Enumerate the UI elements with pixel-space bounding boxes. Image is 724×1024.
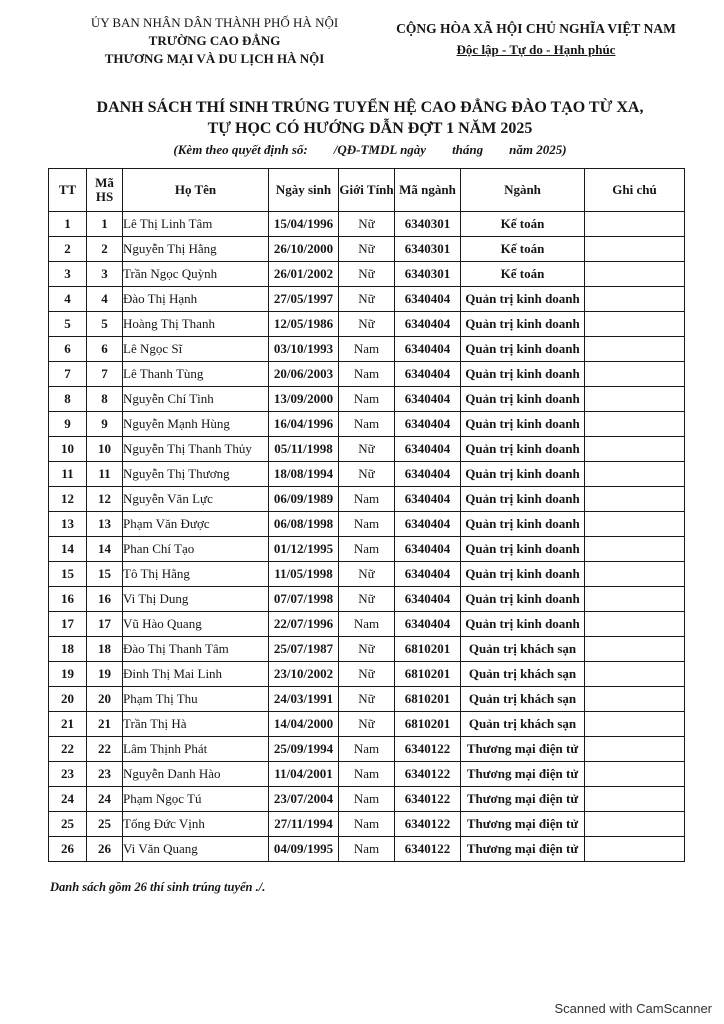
cell-ho-ten: Vũ Hào Quang bbox=[123, 612, 269, 637]
cell-ma-hs: 20 bbox=[87, 687, 123, 712]
table-row bbox=[49, 712, 685, 737]
cell-ma-nganh: 6340301 bbox=[395, 262, 461, 287]
cell-gioi-tinh: Nam bbox=[339, 612, 395, 637]
cell-ma-hs: 13 bbox=[87, 512, 123, 537]
table-row bbox=[49, 387, 685, 412]
cell-gioi-tinh: Nữ bbox=[339, 262, 395, 287]
issuer-line-1: ỦY BAN NHÂN DÂN THÀNH PHỐ HÀ NỘI bbox=[90, 15, 339, 30]
cell-tt: 7 bbox=[49, 362, 87, 387]
cell-tt: 15 bbox=[49, 562, 87, 587]
cell-ma-nganh: 6340404 bbox=[395, 287, 461, 312]
table-row bbox=[49, 337, 685, 362]
table-body bbox=[49, 212, 685, 862]
table-row bbox=[49, 362, 685, 387]
cell-ngay-sinh: 26/01/2002 bbox=[269, 262, 339, 287]
cell-nganh: Thương mại điện tử bbox=[461, 762, 585, 787]
table-row bbox=[49, 312, 685, 337]
table-row bbox=[49, 212, 685, 237]
cell-nganh: Quản trị kinh doanh bbox=[461, 412, 585, 437]
cell-gioi-tinh: Nữ bbox=[339, 562, 395, 587]
cell-ngay-sinh: 06/08/1998 bbox=[269, 512, 339, 537]
header-nganh: Ngành bbox=[461, 169, 585, 212]
table-row bbox=[49, 412, 685, 437]
header-tt: TT bbox=[49, 169, 87, 212]
cell-nganh: Quản trị kinh doanh bbox=[461, 487, 585, 512]
cell-nganh: Quản trị kinh doanh bbox=[461, 512, 585, 537]
cell-tt: 4 bbox=[49, 287, 87, 312]
table-row bbox=[49, 612, 685, 637]
cell-ma-nganh: 6340301 bbox=[395, 212, 461, 237]
cell-ma-hs: 14 bbox=[87, 537, 123, 562]
cell-tt: 8 bbox=[49, 387, 87, 412]
cell-nganh: Quản trị kinh doanh bbox=[461, 562, 585, 587]
table-row bbox=[49, 537, 685, 562]
cell-tt: 9 bbox=[49, 412, 87, 437]
cell-ma-nganh: 6340122 bbox=[395, 787, 461, 812]
cell-ghi-chu bbox=[585, 412, 685, 437]
cell-ma-hs: 2 bbox=[87, 237, 123, 262]
cell-nganh: Quản trị kinh doanh bbox=[461, 462, 585, 487]
cell-ma-hs: 23 bbox=[87, 762, 123, 787]
header-ngay-sinh: Ngày sinh bbox=[269, 169, 339, 212]
cell-ma-nganh: 6340404 bbox=[395, 337, 461, 362]
national-title: CỘNG HÒA XÃ HỘI CHỦ NGHĨA VIỆT NAM bbox=[396, 21, 676, 36]
cell-gioi-tinh: Nam bbox=[339, 387, 395, 412]
document-title bbox=[40, 97, 700, 139]
cell-ma-hs: 5 bbox=[87, 312, 123, 337]
cell-ghi-chu bbox=[585, 312, 685, 337]
cell-ngay-sinh: 26/10/2000 bbox=[269, 237, 339, 262]
cell-nganh: Quản trị kinh doanh bbox=[461, 612, 585, 637]
cell-ghi-chu bbox=[585, 387, 685, 412]
cell-nganh: Thương mại điện tử bbox=[461, 787, 585, 812]
cell-nganh: Thương mại điện tử bbox=[461, 812, 585, 837]
cell-ho-ten: Tô Thị Hằng bbox=[123, 562, 269, 587]
cell-nganh: Quản trị kinh doanh bbox=[461, 362, 585, 387]
cell-ma-nganh: 6340404 bbox=[395, 362, 461, 387]
cell-ma-hs: 24 bbox=[87, 787, 123, 812]
cell-ho-ten: Nguyễn Thị Thanh Thủy bbox=[123, 437, 269, 462]
cell-gioi-tinh: Nam bbox=[339, 512, 395, 537]
cell-nganh: Thương mại điện tử bbox=[461, 837, 585, 862]
cell-ghi-chu bbox=[585, 687, 685, 712]
table-row bbox=[49, 262, 685, 287]
cell-gioi-tinh: Nữ bbox=[339, 712, 395, 737]
issuer-line-3: THƯƠNG MẠI VÀ DU LỊCH HÀ NỘI bbox=[104, 51, 325, 66]
table-row bbox=[49, 287, 685, 312]
cell-ho-ten: Trần Thị Hà bbox=[123, 712, 269, 737]
national-header bbox=[388, 18, 684, 60]
cell-tt: 13 bbox=[49, 512, 87, 537]
cell-ghi-chu bbox=[585, 737, 685, 762]
cell-ngay-sinh: 14/04/2000 bbox=[269, 712, 339, 737]
cell-ma-nganh: 6340122 bbox=[395, 812, 461, 837]
cell-ngay-sinh: 15/04/1996 bbox=[269, 212, 339, 237]
cell-nganh: Quản trị kinh doanh bbox=[461, 312, 585, 337]
cell-ghi-chu bbox=[585, 537, 685, 562]
cell-ngay-sinh: 07/07/1998 bbox=[269, 587, 339, 612]
cell-tt: 17 bbox=[49, 612, 87, 637]
cell-ho-ten: Vi Văn Quang bbox=[123, 837, 269, 862]
cell-tt: 18 bbox=[49, 637, 87, 662]
cell-ngay-sinh: 27/11/1994 bbox=[269, 812, 339, 837]
table-row bbox=[49, 487, 685, 512]
cell-ghi-chu bbox=[585, 837, 685, 862]
table-row bbox=[49, 562, 685, 587]
footer-note: Danh sách gồm 26 thí sinh trúng tuyển ./. bbox=[50, 880, 266, 894]
cell-ghi-chu bbox=[585, 462, 685, 487]
cell-tt: 25 bbox=[49, 812, 87, 837]
cell-ngay-sinh: 20/06/2003 bbox=[269, 362, 339, 387]
table-row bbox=[49, 787, 685, 812]
cell-ma-hs: 15 bbox=[87, 562, 123, 587]
cell-ma-nganh: 6340301 bbox=[395, 237, 461, 262]
cell-tt: 10 bbox=[49, 437, 87, 462]
cell-ngay-sinh: 22/07/1996 bbox=[269, 612, 339, 637]
header-ma-hs: Mã HS bbox=[87, 169, 123, 212]
cell-ngay-sinh: 03/10/1993 bbox=[269, 337, 339, 362]
cell-ma-nganh: 6810201 bbox=[395, 637, 461, 662]
cell-ma-hs: 26 bbox=[87, 837, 123, 862]
cell-ma-hs: 6 bbox=[87, 337, 123, 362]
cell-gioi-tinh: Nữ bbox=[339, 212, 395, 237]
cell-ho-ten: Nguyễn Chí Tình bbox=[123, 387, 269, 412]
table-row bbox=[49, 237, 685, 262]
cell-nganh: Quản trị khách sạn bbox=[461, 662, 585, 687]
cell-ho-ten: Lê Thị Linh Tâm bbox=[123, 212, 269, 237]
cell-ngay-sinh: 23/07/2004 bbox=[269, 787, 339, 812]
cell-gioi-tinh: Nữ bbox=[339, 437, 395, 462]
cell-ma-nganh: 6340404 bbox=[395, 562, 461, 587]
cell-ho-ten: Lê Thanh Tùng bbox=[123, 362, 269, 387]
cell-ngay-sinh: 13/09/2000 bbox=[269, 387, 339, 412]
cell-ngay-sinh: 25/07/1987 bbox=[269, 637, 339, 662]
cell-tt: 11 bbox=[49, 462, 87, 487]
header-ma-nganh: Mã ngành bbox=[395, 169, 461, 212]
cell-ma-nganh: 6340404 bbox=[395, 587, 461, 612]
document-subtitle: (Kèm theo quyết định số: /QĐ-TMDL ngày tháng năm 2025) bbox=[173, 142, 567, 157]
cell-ngay-sinh: 06/09/1989 bbox=[269, 487, 339, 512]
cell-ho-ten: Đào Thị Thanh Tâm bbox=[123, 637, 269, 662]
header-ho-ten: Họ Tên bbox=[123, 169, 269, 212]
cell-ngay-sinh: 24/03/1991 bbox=[269, 687, 339, 712]
cell-nganh: Quản trị kinh doanh bbox=[461, 437, 585, 462]
cell-nganh: Kế toán bbox=[461, 262, 585, 287]
cell-nganh: Quản trị kinh doanh bbox=[461, 337, 585, 362]
cell-ho-ten: Nguyễn Văn Lực bbox=[123, 487, 269, 512]
cell-ma-hs: 19 bbox=[87, 662, 123, 687]
cell-ho-ten: Lê Ngọc Sĩ bbox=[123, 337, 269, 362]
cell-ghi-chu bbox=[585, 337, 685, 362]
cell-ngay-sinh: 18/08/1994 bbox=[269, 462, 339, 487]
cell-ma-hs: 9 bbox=[87, 412, 123, 437]
table-row bbox=[49, 587, 685, 612]
cell-gioi-tinh: Nữ bbox=[339, 287, 395, 312]
cell-gioi-tinh: Nam bbox=[339, 362, 395, 387]
cell-nganh: Quản trị kinh doanh bbox=[461, 587, 585, 612]
table-row bbox=[49, 637, 685, 662]
cell-ho-ten: Vi Thị Dung bbox=[123, 587, 269, 612]
cell-ngay-sinh: 12/05/1986 bbox=[269, 312, 339, 337]
cell-ho-ten: Phan Chí Tạo bbox=[123, 537, 269, 562]
issuer-header bbox=[62, 14, 367, 68]
cell-ma-hs: 17 bbox=[87, 612, 123, 637]
cell-ma-hs: 16 bbox=[87, 587, 123, 612]
cell-ma-nganh: 6340404 bbox=[395, 312, 461, 337]
cell-ho-ten: Phạm Văn Được bbox=[123, 512, 269, 537]
cell-ma-nganh: 6810201 bbox=[395, 662, 461, 687]
cell-gioi-tinh: Nữ bbox=[339, 587, 395, 612]
cell-ma-nganh: 6340404 bbox=[395, 487, 461, 512]
cell-ngay-sinh: 25/09/1994 bbox=[269, 737, 339, 762]
cell-ma-hs: 11 bbox=[87, 462, 123, 487]
cell-tt: 14 bbox=[49, 537, 87, 562]
cell-ma-nganh: 6340122 bbox=[395, 737, 461, 762]
cell-ho-ten: Lâm Thịnh Phát bbox=[123, 737, 269, 762]
cell-gioi-tinh: Nam bbox=[339, 537, 395, 562]
cell-ma-nganh: 6340122 bbox=[395, 837, 461, 862]
cell-ho-ten: Trần Ngọc Quỳnh bbox=[123, 262, 269, 287]
cell-ma-hs: 25 bbox=[87, 812, 123, 837]
cell-ma-nganh: 6340404 bbox=[395, 612, 461, 637]
title-line-2: TỰ HỌC CÓ HƯỚNG DẪN ĐỢT 1 NĂM 2025 bbox=[207, 120, 533, 137]
cell-nganh: Thương mại điện tử bbox=[461, 737, 585, 762]
cell-ghi-chu bbox=[585, 762, 685, 787]
cell-ghi-chu bbox=[585, 712, 685, 737]
cell-nganh: Quản trị khách sạn bbox=[461, 637, 585, 662]
table-row bbox=[49, 512, 685, 537]
cell-tt: 1 bbox=[49, 212, 87, 237]
cell-ma-nganh: 6810201 bbox=[395, 687, 461, 712]
cell-ma-hs: 8 bbox=[87, 387, 123, 412]
cell-ho-ten: Đào Thị Hạnh bbox=[123, 287, 269, 312]
cell-ma-hs: 4 bbox=[87, 287, 123, 312]
cell-ho-ten: Phạm Thị Thu bbox=[123, 687, 269, 712]
cell-nganh: Quản trị khách sạn bbox=[461, 712, 585, 737]
cell-ghi-chu bbox=[585, 787, 685, 812]
cell-nganh: Quản trị kinh doanh bbox=[461, 537, 585, 562]
cell-ma-nganh: 6340404 bbox=[395, 437, 461, 462]
cell-gioi-tinh: Nữ bbox=[339, 662, 395, 687]
cell-gioi-tinh: Nữ bbox=[339, 312, 395, 337]
cell-ghi-chu bbox=[585, 487, 685, 512]
cell-tt: 26 bbox=[49, 837, 87, 862]
table-row bbox=[49, 662, 685, 687]
cell-ma-nganh: 6340404 bbox=[395, 462, 461, 487]
cell-ho-ten: Nguyễn Thị Hằng bbox=[123, 237, 269, 262]
cell-ngay-sinh: 01/12/1995 bbox=[269, 537, 339, 562]
cell-ghi-chu bbox=[585, 662, 685, 687]
cell-ma-nganh: 6340404 bbox=[395, 537, 461, 562]
cell-ma-nganh: 6810201 bbox=[395, 712, 461, 737]
cell-ngay-sinh: 11/05/1998 bbox=[269, 562, 339, 587]
cell-ghi-chu bbox=[585, 212, 685, 237]
cell-ma-hs: 7 bbox=[87, 362, 123, 387]
cell-tt: 6 bbox=[49, 337, 87, 362]
cell-gioi-tinh: Nữ bbox=[339, 637, 395, 662]
header-gioi-tinh: Giới Tính bbox=[339, 169, 395, 212]
cell-tt: 16 bbox=[49, 587, 87, 612]
cell-tt: 21 bbox=[49, 712, 87, 737]
cell-ghi-chu bbox=[585, 637, 685, 662]
admission-table bbox=[48, 168, 685, 862]
cell-tt: 23 bbox=[49, 762, 87, 787]
national-motto: Độc lập - Tự do - Hạnh phúc bbox=[456, 42, 616, 57]
cell-ngay-sinh: 05/11/1998 bbox=[269, 437, 339, 462]
cell-gioi-tinh: Nam bbox=[339, 412, 395, 437]
cell-ghi-chu bbox=[585, 262, 685, 287]
cell-gioi-tinh: Nữ bbox=[339, 687, 395, 712]
cell-nganh: Quản trị kinh doanh bbox=[461, 387, 585, 412]
cell-ghi-chu bbox=[585, 587, 685, 612]
issuer-line-2: TRƯỜNG CAO ĐẲNG bbox=[148, 33, 281, 48]
table-header-row bbox=[49, 169, 685, 212]
cell-tt: 12 bbox=[49, 487, 87, 512]
cell-ho-ten: Tống Đức Vịnh bbox=[123, 812, 269, 837]
cell-ma-nganh: 6340404 bbox=[395, 512, 461, 537]
cell-ngay-sinh: 04/09/1995 bbox=[269, 837, 339, 862]
cell-nganh: Kế toán bbox=[461, 212, 585, 237]
cell-nganh: Quản trị khách sạn bbox=[461, 687, 585, 712]
cell-tt: 19 bbox=[49, 662, 87, 687]
cell-ho-ten: Phạm Ngọc Tú bbox=[123, 787, 269, 812]
cell-gioi-tinh: Nữ bbox=[339, 237, 395, 262]
cell-ma-hs: 21 bbox=[87, 712, 123, 737]
cell-ma-hs: 3 bbox=[87, 262, 123, 287]
cell-tt: 24 bbox=[49, 787, 87, 812]
cell-tt: 5 bbox=[49, 312, 87, 337]
cell-tt: 20 bbox=[49, 687, 87, 712]
cell-gioi-tinh: Nam bbox=[339, 787, 395, 812]
cell-ghi-chu bbox=[585, 612, 685, 637]
cell-gioi-tinh: Nam bbox=[339, 837, 395, 862]
cell-gioi-tinh: Nam bbox=[339, 737, 395, 762]
cell-ma-nganh: 6340404 bbox=[395, 387, 461, 412]
cell-ho-ten: Nguyễn Mạnh Hùng bbox=[123, 412, 269, 437]
cell-ma-nganh: 6340122 bbox=[395, 762, 461, 787]
cell-ghi-chu bbox=[585, 512, 685, 537]
cell-ghi-chu bbox=[585, 287, 685, 312]
cell-ngay-sinh: 11/04/2001 bbox=[269, 762, 339, 787]
cell-ho-ten: Đinh Thị Mai Linh bbox=[123, 662, 269, 687]
cell-ma-hs: 12 bbox=[87, 487, 123, 512]
cell-ho-ten: Nguyễn Danh Hào bbox=[123, 762, 269, 787]
cell-ngay-sinh: 23/10/2002 bbox=[269, 662, 339, 687]
cell-nganh: Quản trị kinh doanh bbox=[461, 287, 585, 312]
cell-ma-nganh: 6340404 bbox=[395, 412, 461, 437]
cell-ghi-chu bbox=[585, 237, 685, 262]
cell-gioi-tinh: Nam bbox=[339, 487, 395, 512]
cell-ma-hs: 22 bbox=[87, 737, 123, 762]
cell-gioi-tinh: Nam bbox=[339, 337, 395, 362]
cell-ho-ten: Hoàng Thị Thanh bbox=[123, 312, 269, 337]
cell-nganh: Kế toán bbox=[461, 237, 585, 262]
cell-tt: 2 bbox=[49, 237, 87, 262]
title-line-1: DANH SÁCH THÍ SINH TRÚNG TUYỂN HỆ CAO ĐẲNG ĐÀO TẠO TỪ XA, bbox=[96, 99, 644, 116]
table-row bbox=[49, 812, 685, 837]
cell-ghi-chu bbox=[585, 562, 685, 587]
scanner-watermark: Scanned with CamScanner bbox=[554, 1001, 712, 1016]
table-row bbox=[49, 687, 685, 712]
cell-tt: 3 bbox=[49, 262, 87, 287]
cell-gioi-tinh: Nam bbox=[339, 762, 395, 787]
cell-ma-hs: 1 bbox=[87, 212, 123, 237]
cell-ma-hs: 10 bbox=[87, 437, 123, 462]
cell-ghi-chu bbox=[585, 812, 685, 837]
cell-ma-hs: 18 bbox=[87, 637, 123, 662]
cell-ngay-sinh: 27/05/1997 bbox=[269, 287, 339, 312]
cell-ngay-sinh: 16/04/1996 bbox=[269, 412, 339, 437]
table-row bbox=[49, 837, 685, 862]
header-ghi-chu: Ghi chú bbox=[585, 169, 685, 212]
table-row bbox=[49, 737, 685, 762]
table-row bbox=[49, 762, 685, 787]
cell-ghi-chu bbox=[585, 437, 685, 462]
table-row bbox=[49, 462, 685, 487]
cell-gioi-tinh: Nữ bbox=[339, 462, 395, 487]
cell-gioi-tinh: Nam bbox=[339, 812, 395, 837]
cell-tt: 22 bbox=[49, 737, 87, 762]
table-row bbox=[49, 437, 685, 462]
cell-ho-ten: Nguyễn Thị Thương bbox=[123, 462, 269, 487]
cell-ghi-chu bbox=[585, 362, 685, 387]
